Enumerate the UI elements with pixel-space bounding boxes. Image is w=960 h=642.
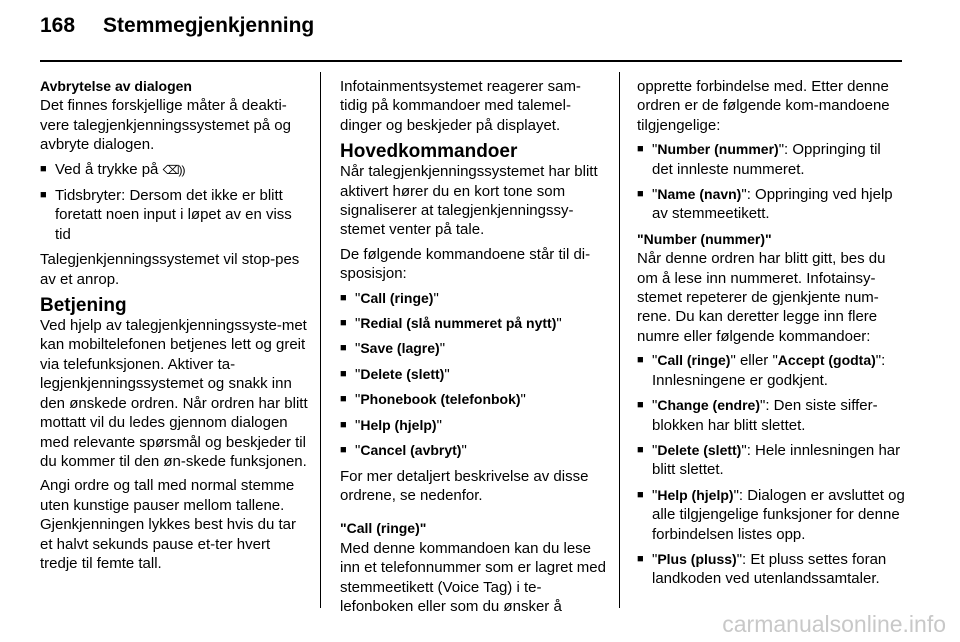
section-heading: "Call (ringe)" <box>340 520 427 537</box>
paragraph: Talegjenkjenningssystemet vil stop-pes av et anrop. <box>40 251 300 288</box>
command-list <box>637 140 905 224</box>
paragraph: Angi ordre og tall med normal stemme uten kunstige pauser mellom tallene. Gjenkjenningen lykkes best hvis du tar et halvt sekunds pause et-ter hvert tredje til femte tall. <box>40 477 296 572</box>
command-list <box>637 351 905 588</box>
paragraph: Det finnes forskjellige måter å deakti-vere talegjenkjenningssystemet på og avbryte dialogen. <box>40 97 291 154</box>
paragraph: De følgende kommandoene står til di-sposisjon: <box>340 245 591 283</box>
header-rule <box>40 60 902 62</box>
list-item: ■ "Phonebook (telefonbok)" <box>340 390 606 409</box>
list-item: ■ "Change (endre)": Den siste siffer-blokken har blitt slettet. <box>637 396 905 435</box>
column-3 <box>637 77 905 595</box>
column-divider-1 <box>320 72 321 608</box>
list-item: ■ "Plus (pluss)": Et pluss settes foran landkoden ved utenlandssamtaler. <box>637 550 905 589</box>
paragraph: Med denne kommandoen kan du lese inn et telefonnummer som er lagret med stemmeetikett (Voice Tag) i te-lefonboken eller som du ønsker å <box>340 539 606 615</box>
list-item: ■ "Call (ringe)" eller "Accept (godta)": Innlesningene er godkjent. <box>637 351 905 390</box>
column-divider-2 <box>619 72 620 608</box>
list-item: ■ "Save (lagre)" <box>340 339 606 358</box>
page-title: Stemmegjenkjenning <box>103 14 315 37</box>
column-2 <box>340 77 606 621</box>
list-item: ■ "Name (navn)": Oppringing ved hjelp av stemmeetikett. <box>637 185 905 224</box>
paragraph: Når denne ordren har blitt gitt, bes du om å lese inn nummeret. Infotainsy-stemet repeterer de gjenkjente num-rene. Du kan deretter legge inn flere numre eller følgende kommandoer: <box>637 250 886 345</box>
list-item <box>40 160 310 180</box>
list-item-text: Ved å trykke på <box>55 160 159 178</box>
paragraph: Når talegjenkjenningssystemet har blitt aktivert hører du en kort tone som signaliserer at talegjenkjenningssy-stemet venter på tale. <box>340 163 598 239</box>
paragraph: Ved hjelp av talegjenkjenningssyste-met kan mobiltelefonen betjenes lett og greit via telefunksjonen. Aktiver ta-legjenkjenningssystemet og snakk inn den ønskede ordren. Når ordren har blitt mottatt vil du ledes gjennom dialogen med relevante spørsmål og beskjeder til du kommer til den øn-skede funksjonen. <box>40 317 308 470</box>
list-item: ■ "Cancel (avbryt)" <box>340 441 606 460</box>
list-item: ■ "Number (nummer)": Oppringing til det innleste nummeret. <box>637 140 905 179</box>
paragraph: Infotainmentsystemet reagerer sam-tidig på kommandoer med talemel-dinger og beskjeder på displayet. <box>340 78 581 134</box>
page-number: 168 <box>40 14 76 37</box>
voice-control-icon: ⌫)) <box>162 162 185 177</box>
watermark: carmanualsonline.info <box>722 611 946 637</box>
list-item: ■ "Call (ringe)" <box>340 289 606 308</box>
list-item: ■ "Help (hjelp)" <box>340 416 606 435</box>
section-heading: Avbrytelse av dialogen <box>40 78 192 94</box>
list-item: ■ Tidsbryter: Dersom det ikke er blitt foretatt noen input i løpet av en viss tid <box>40 186 310 244</box>
section-heading: "Number (nummer)" <box>637 230 772 247</box>
paragraph: For mer detaljert beskrivelse av disse ordrene, se nedenfor. <box>340 467 589 504</box>
list-item: ■ "Delete (slett)": Hele innlesningen har blitt slettet. <box>637 441 905 480</box>
list-item: ■ "Delete (slett)" <box>340 365 606 384</box>
list-item: ■ "Redial (slå nummeret på nytt)" <box>340 314 606 333</box>
column-1 <box>40 77 310 578</box>
section-heading: Hovedkommandoer <box>340 141 518 163</box>
bullet-list <box>40 160 310 245</box>
paragraph: opprette forbindelse med. Etter denne ordren er de følgende kom-mandoene tilgjengelige: <box>637 78 890 134</box>
list-item: ■ "Help (hjelp)": Dialogen er avsluttet og alle tilgjengelige funksjoner for denne forbindelsen listes opp. <box>637 486 905 544</box>
page-header <box>40 14 314 54</box>
section-heading: Betjening <box>40 295 127 317</box>
command-list <box>340 289 606 461</box>
